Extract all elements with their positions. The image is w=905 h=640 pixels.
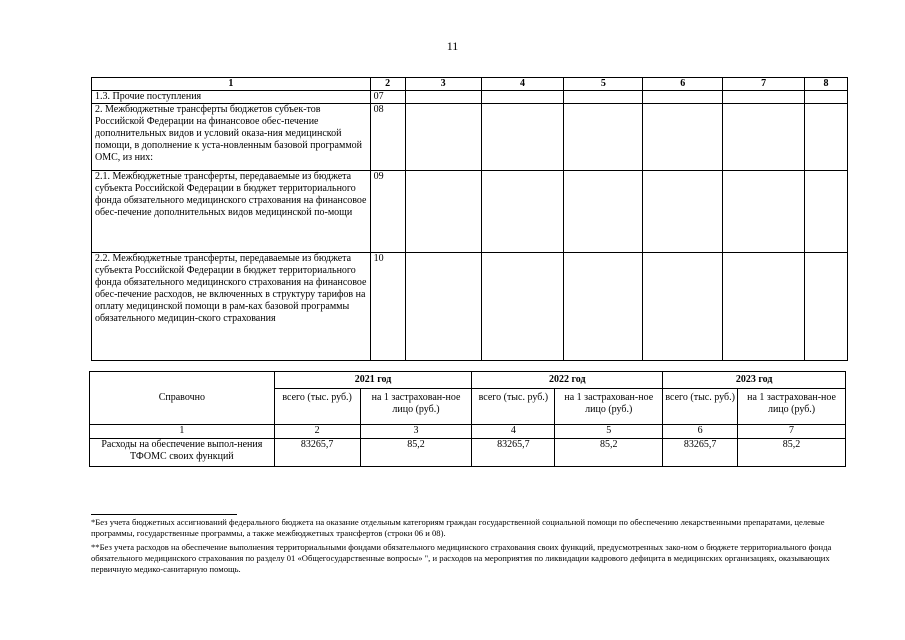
row-code: 07 — [370, 91, 405, 104]
sub-total: всего (тыс. руб.) — [472, 389, 555, 425]
table-row — [92, 91, 848, 104]
col-header: 1 — [92, 78, 371, 91]
table-row — [92, 104, 848, 171]
value-cell: 85,2 — [738, 439, 846, 467]
row-label: Расходы на обеспечение выпол-нения ТФОМС своих функций — [90, 439, 275, 467]
col-header: 7 — [723, 78, 805, 91]
corner-label: Справочно — [90, 372, 275, 425]
number-row — [90, 425, 846, 439]
footnote: *Без учета бюджетных ассигнований федерального бюджета на оказание отдельным категориям граждан государственной социальной помощи по обеспечению лекарственными препаратами, целевые программы, государственные программы, а также межбюджетных трансфертов (строки 06 и 08). — [91, 517, 825, 538]
col-num: 5 — [555, 425, 663, 439]
year-header-row — [90, 372, 846, 389]
col-header: 2 — [370, 78, 405, 91]
table-row — [92, 171, 848, 253]
row-code: 09 — [370, 171, 405, 253]
col-num: 2 — [274, 425, 360, 439]
table-header-row — [92, 78, 848, 91]
year-header: 2021 год — [274, 372, 472, 389]
col-header: 3 — [405, 78, 481, 91]
col-header: 8 — [805, 78, 848, 91]
value-cell: 85,2 — [555, 439, 663, 467]
row-code: 08 — [370, 104, 405, 171]
value-cell: 83265,7 — [274, 439, 360, 467]
value-cell: 85,2 — [360, 439, 472, 467]
page-number: 11 — [446, 39, 459, 53]
row-label: 2.1. Межбюджетные трансферты, передаваемые из бюджета субъекта Российской Федерации в бюджет территориального фонда обязательного медицинского страхования на финансовое обес-печение дополнительных видов медицинской по-мощи — [92, 171, 371, 253]
value-cell: 83265,7 — [663, 439, 738, 467]
col-num: 3 — [360, 425, 472, 439]
table-row — [92, 253, 848, 361]
row-code: 10 — [370, 253, 405, 361]
reference-table — [89, 371, 846, 467]
year-header: 2022 год — [472, 372, 663, 389]
sub-per: на 1 застрахован-ное лицо (руб.) — [555, 389, 663, 425]
value-cell: 83265,7 — [472, 439, 555, 467]
col-header: 5 — [564, 78, 643, 91]
col-header: 4 — [481, 78, 564, 91]
row-label: 2. Межбюджетные трансферты бюджетов субъек-тов Российской Федерации на финансовое обес-печение дополнительных видов и условий оказа-ния медицинской помощи, в дополнение к уста-новленным базовой программой ОМС, из них: — [92, 104, 371, 171]
sub-total: всего (тыс. руб.) — [663, 389, 738, 425]
year-header: 2023 год — [663, 372, 846, 389]
sub-per: на 1 застрахован-ное лицо (руб.) — [738, 389, 846, 425]
footnote: **Без учета расходов на обеспечение выполнения территориальными фондами обязательного медицинского страхования своих функций, предусмотренных зако-ном о бюджете территориального фонда обязательного медицинского страхования по разделу 01 «Общегосударственные вопросы» ", и расходов на мероприятия по ликвидации кадрового дефицита в медицинских организациях, оказывающих первичную медико-санитарную помощь. — [91, 542, 832, 574]
table-row — [90, 439, 846, 467]
row-label: 2.2. Межбюджетные трансферты, передаваемые из бюджета субъекта Российской Федерации в бюджет территориального фонда обязательного медицинского страхования на финансовое обес-печение расходов, не включенных в структуру тарифов на оплату медицинской помощи в рам-ках базовой программы обязательного медицин-ского страхования — [92, 253, 371, 361]
col-num: 7 — [738, 425, 846, 439]
col-num: 6 — [663, 425, 738, 439]
sub-per: на 1 застрахован-ное лицо (руб.) — [360, 389, 472, 425]
sub-total: всего (тыс. руб.) — [274, 389, 360, 425]
col-header: 6 — [643, 78, 723, 91]
row-label: 1.3. Прочие поступления — [92, 91, 371, 104]
revenue-table — [91, 77, 848, 361]
col-num: 4 — [472, 425, 555, 439]
col-num: 1 — [90, 425, 275, 439]
footnote-divider — [91, 514, 237, 515]
